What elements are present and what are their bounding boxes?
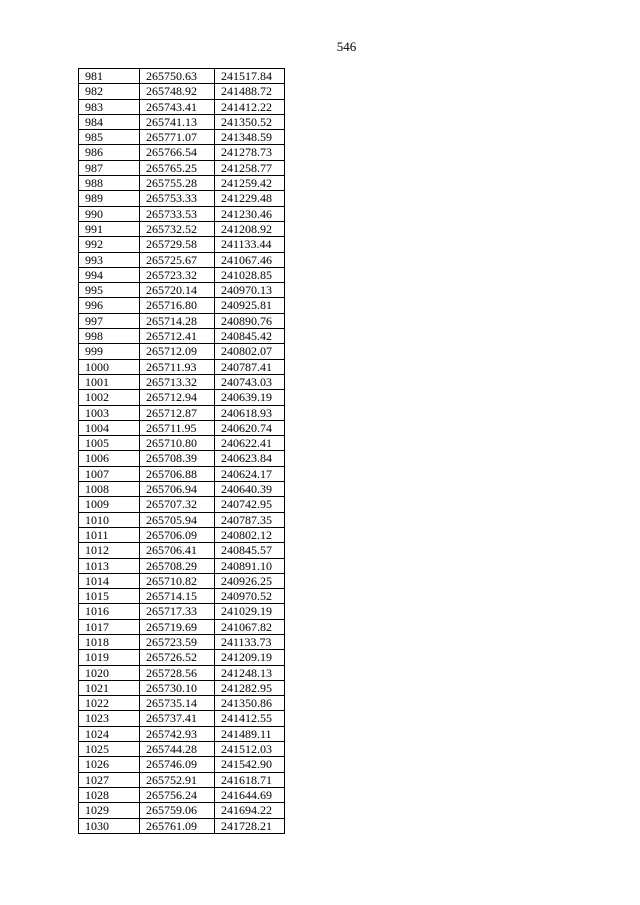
x-coordinate-cell: 265706.88 (140, 466, 215, 481)
table-row (79, 573, 285, 588)
x-coordinate-cell: 265755.28 (140, 176, 215, 191)
x-coordinate-cell: 265746.09 (140, 757, 215, 772)
y-coordinate-cell: 241067.46 (215, 252, 285, 267)
x-coordinate-cell: 265706.94 (140, 482, 215, 497)
y-coordinate-cell: 241350.52 (215, 114, 285, 129)
y-coordinate-cell: 240743.03 (215, 374, 285, 389)
y-coordinate-cell: 240622.41 (215, 436, 285, 451)
point-number-cell: 1029 (79, 803, 140, 818)
point-number-cell: 1013 (79, 558, 140, 573)
point-number-cell: 1027 (79, 772, 140, 787)
y-coordinate-cell: 240618.93 (215, 405, 285, 420)
y-coordinate-cell: 240623.84 (215, 451, 285, 466)
table-row (79, 757, 285, 772)
y-coordinate-cell: 241133.73 (215, 634, 285, 649)
table-row (79, 497, 285, 512)
point-number-cell: 1008 (79, 482, 140, 497)
y-coordinate-cell: 240845.57 (215, 543, 285, 558)
table-row (79, 374, 285, 389)
x-coordinate-cell: 265710.82 (140, 573, 215, 588)
point-number-cell: 999 (79, 344, 140, 359)
table-row (79, 589, 285, 604)
table-row (79, 803, 285, 818)
x-coordinate-cell: 265719.69 (140, 619, 215, 634)
point-number-cell: 997 (79, 313, 140, 328)
table-row (79, 543, 285, 558)
y-coordinate-cell: 240891.10 (215, 558, 285, 573)
point-number-cell: 1010 (79, 512, 140, 527)
table-row (79, 466, 285, 481)
y-coordinate-cell: 241282.95 (215, 680, 285, 695)
x-coordinate-cell: 265759.06 (140, 803, 215, 818)
y-coordinate-cell: 240640.39 (215, 482, 285, 497)
x-coordinate-cell: 265752.91 (140, 772, 215, 787)
x-coordinate-cell: 265729.58 (140, 237, 215, 252)
x-coordinate-cell: 265705.94 (140, 512, 215, 527)
y-coordinate-cell: 241229.48 (215, 191, 285, 206)
point-number-cell: 1023 (79, 711, 140, 726)
point-number-cell: 1030 (79, 818, 140, 833)
x-coordinate-cell: 265716.80 (140, 298, 215, 313)
point-number-cell: 1026 (79, 757, 140, 772)
y-coordinate-cell: 240802.12 (215, 527, 285, 542)
point-number-cell: 995 (79, 283, 140, 298)
point-number-cell: 981 (79, 69, 140, 84)
point-number-cell: 987 (79, 160, 140, 175)
y-coordinate-cell: 241028.85 (215, 267, 285, 282)
table-row (79, 114, 285, 129)
x-coordinate-cell: 265750.63 (140, 69, 215, 84)
point-number-cell: 1022 (79, 696, 140, 711)
y-coordinate-cell: 241259.42 (215, 176, 285, 191)
point-number-cell: 992 (79, 237, 140, 252)
x-coordinate-cell: 265714.15 (140, 589, 215, 604)
table-row (79, 634, 285, 649)
table-row (79, 130, 285, 145)
x-coordinate-cell: 265713.32 (140, 374, 215, 389)
point-number-cell: 1002 (79, 390, 140, 405)
y-coordinate-cell: 241618.71 (215, 772, 285, 787)
point-number-cell: 1025 (79, 742, 140, 757)
table-row (79, 221, 285, 236)
y-coordinate-cell: 240787.35 (215, 512, 285, 527)
x-coordinate-cell: 265712.09 (140, 344, 215, 359)
x-coordinate-cell: 265711.95 (140, 420, 215, 435)
y-coordinate-cell: 240926.25 (215, 573, 285, 588)
y-coordinate-cell: 241412.55 (215, 711, 285, 726)
point-number-cell: 989 (79, 191, 140, 206)
y-coordinate-cell: 241512.03 (215, 742, 285, 757)
table-row (79, 680, 285, 695)
point-number-cell: 1017 (79, 619, 140, 634)
table-row (79, 527, 285, 542)
y-coordinate-cell: 241248.13 (215, 665, 285, 680)
point-number-cell: 1016 (79, 604, 140, 619)
x-coordinate-cell: 265748.92 (140, 84, 215, 99)
y-coordinate-cell: 240925.81 (215, 298, 285, 313)
table-row (79, 160, 285, 175)
x-coordinate-cell: 265733.53 (140, 206, 215, 221)
point-number-cell: 1011 (79, 527, 140, 542)
x-coordinate-cell: 265708.29 (140, 558, 215, 573)
x-coordinate-cell: 265743.41 (140, 99, 215, 114)
x-coordinate-cell: 265726.52 (140, 650, 215, 665)
point-number-cell: 1005 (79, 436, 140, 451)
table-row (79, 451, 285, 466)
y-coordinate-cell: 241209.19 (215, 650, 285, 665)
x-coordinate-cell: 265723.59 (140, 634, 215, 649)
table-row (79, 313, 285, 328)
point-number-cell: 1012 (79, 543, 140, 558)
table-row (79, 344, 285, 359)
y-coordinate-cell: 241542.90 (215, 757, 285, 772)
x-coordinate-cell: 265706.09 (140, 527, 215, 542)
point-number-cell: 984 (79, 114, 140, 129)
y-coordinate-cell: 240802.07 (215, 344, 285, 359)
y-coordinate-cell: 240970.52 (215, 589, 285, 604)
x-coordinate-cell: 265765.25 (140, 160, 215, 175)
y-coordinate-cell: 241230.46 (215, 206, 285, 221)
point-number-cell: 1003 (79, 405, 140, 420)
table-row (79, 650, 285, 665)
table-row (79, 665, 285, 680)
y-coordinate-cell: 240890.76 (215, 313, 285, 328)
point-number-cell: 1015 (79, 589, 140, 604)
x-coordinate-cell: 265712.94 (140, 390, 215, 405)
point-number-cell: 985 (79, 130, 140, 145)
y-coordinate-cell: 241694.22 (215, 803, 285, 818)
table-row (79, 283, 285, 298)
y-coordinate-cell: 241029.19 (215, 604, 285, 619)
point-number-cell: 988 (79, 176, 140, 191)
y-coordinate-cell: 240639.19 (215, 390, 285, 405)
point-number-cell: 991 (79, 221, 140, 236)
table-row (79, 145, 285, 160)
x-coordinate-cell: 265720.14 (140, 283, 215, 298)
table-row (79, 787, 285, 802)
table-row (79, 390, 285, 405)
x-coordinate-cell: 265714.28 (140, 313, 215, 328)
table-row (79, 99, 285, 114)
table-row (79, 512, 285, 527)
x-coordinate-cell: 265711.93 (140, 359, 215, 374)
coordinates-table (78, 68, 285, 834)
table-row (79, 482, 285, 497)
x-coordinate-cell: 265730.10 (140, 680, 215, 695)
point-number-cell: 1018 (79, 634, 140, 649)
table-row (79, 818, 285, 833)
y-coordinate-cell: 241517.84 (215, 69, 285, 84)
y-coordinate-cell: 241644.69 (215, 787, 285, 802)
table-row (79, 298, 285, 313)
table-row (79, 436, 285, 451)
page-number: 546 (336, 39, 357, 54)
y-coordinate-cell: 240624.17 (215, 466, 285, 481)
table-row (79, 237, 285, 252)
point-number-cell: 1001 (79, 374, 140, 389)
table-row (79, 252, 285, 267)
table-row (79, 206, 285, 221)
table-row (79, 176, 285, 191)
x-coordinate-cell: 265753.33 (140, 191, 215, 206)
coordinates-table-body (79, 69, 285, 834)
y-coordinate-cell: 241278.73 (215, 145, 285, 160)
x-coordinate-cell: 265728.56 (140, 665, 215, 680)
table-row (79, 604, 285, 619)
x-coordinate-cell: 265707.32 (140, 497, 215, 512)
table-row (79, 742, 285, 757)
x-coordinate-cell: 265706.41 (140, 543, 215, 558)
y-coordinate-cell: 241488.72 (215, 84, 285, 99)
y-coordinate-cell: 241133.44 (215, 237, 285, 252)
table-row (79, 696, 285, 711)
x-coordinate-cell: 265712.41 (140, 329, 215, 344)
table-row (79, 558, 285, 573)
point-number-cell: 1028 (79, 787, 140, 802)
x-coordinate-cell: 265725.67 (140, 252, 215, 267)
table-row (79, 420, 285, 435)
point-number-cell: 990 (79, 206, 140, 221)
point-number-cell: 996 (79, 298, 140, 313)
point-number-cell: 982 (79, 84, 140, 99)
y-coordinate-cell: 240742.95 (215, 497, 285, 512)
y-coordinate-cell: 241728.21 (215, 818, 285, 833)
x-coordinate-cell: 265766.54 (140, 145, 215, 160)
x-coordinate-cell: 265744.28 (140, 742, 215, 757)
y-coordinate-cell: 241067.82 (215, 619, 285, 634)
table-row (79, 84, 285, 99)
point-number-cell: 1020 (79, 665, 140, 680)
y-coordinate-cell: 241489.11 (215, 726, 285, 741)
table-row (79, 359, 285, 374)
point-number-cell: 986 (79, 145, 140, 160)
table-row (79, 329, 285, 344)
y-coordinate-cell: 241208.92 (215, 221, 285, 236)
x-coordinate-cell: 265723.32 (140, 267, 215, 282)
x-coordinate-cell: 265712.87 (140, 405, 215, 420)
x-coordinate-cell: 265737.41 (140, 711, 215, 726)
y-coordinate-cell: 241258.77 (215, 160, 285, 175)
x-coordinate-cell: 265710.80 (140, 436, 215, 451)
y-coordinate-cell: 240620.74 (215, 420, 285, 435)
x-coordinate-cell: 265708.39 (140, 451, 215, 466)
point-number-cell: 1024 (79, 726, 140, 741)
point-number-cell: 1014 (79, 573, 140, 588)
table-row (79, 619, 285, 634)
table-row (79, 191, 285, 206)
x-coordinate-cell: 265717.33 (140, 604, 215, 619)
x-coordinate-cell: 265735.14 (140, 696, 215, 711)
table-row (79, 267, 285, 282)
table-row (79, 711, 285, 726)
point-number-cell: 1019 (79, 650, 140, 665)
x-coordinate-cell: 265756.24 (140, 787, 215, 802)
point-number-cell: 1006 (79, 451, 140, 466)
x-coordinate-cell: 265771.07 (140, 130, 215, 145)
y-coordinate-cell: 240970.13 (215, 283, 285, 298)
y-coordinate-cell: 240787.41 (215, 359, 285, 374)
point-number-cell: 1021 (79, 680, 140, 695)
y-coordinate-cell: 241348.59 (215, 130, 285, 145)
point-number-cell: 1000 (79, 359, 140, 374)
x-coordinate-cell: 265741.13 (140, 114, 215, 129)
point-number-cell: 1007 (79, 466, 140, 481)
point-number-cell: 994 (79, 267, 140, 282)
table-row (79, 726, 285, 741)
table-row (79, 405, 285, 420)
point-number-cell: 998 (79, 329, 140, 344)
table-row (79, 772, 285, 787)
point-number-cell: 993 (79, 252, 140, 267)
y-coordinate-cell: 241350.86 (215, 696, 285, 711)
x-coordinate-cell: 265732.52 (140, 221, 215, 236)
point-number-cell: 1004 (79, 420, 140, 435)
x-coordinate-cell: 265761.09 (140, 818, 215, 833)
x-coordinate-cell: 265742.93 (140, 726, 215, 741)
y-coordinate-cell: 240845.42 (215, 329, 285, 344)
table-row (79, 69, 285, 84)
point-number-cell: 1009 (79, 497, 140, 512)
point-number-cell: 983 (79, 99, 140, 114)
y-coordinate-cell: 241412.22 (215, 99, 285, 114)
